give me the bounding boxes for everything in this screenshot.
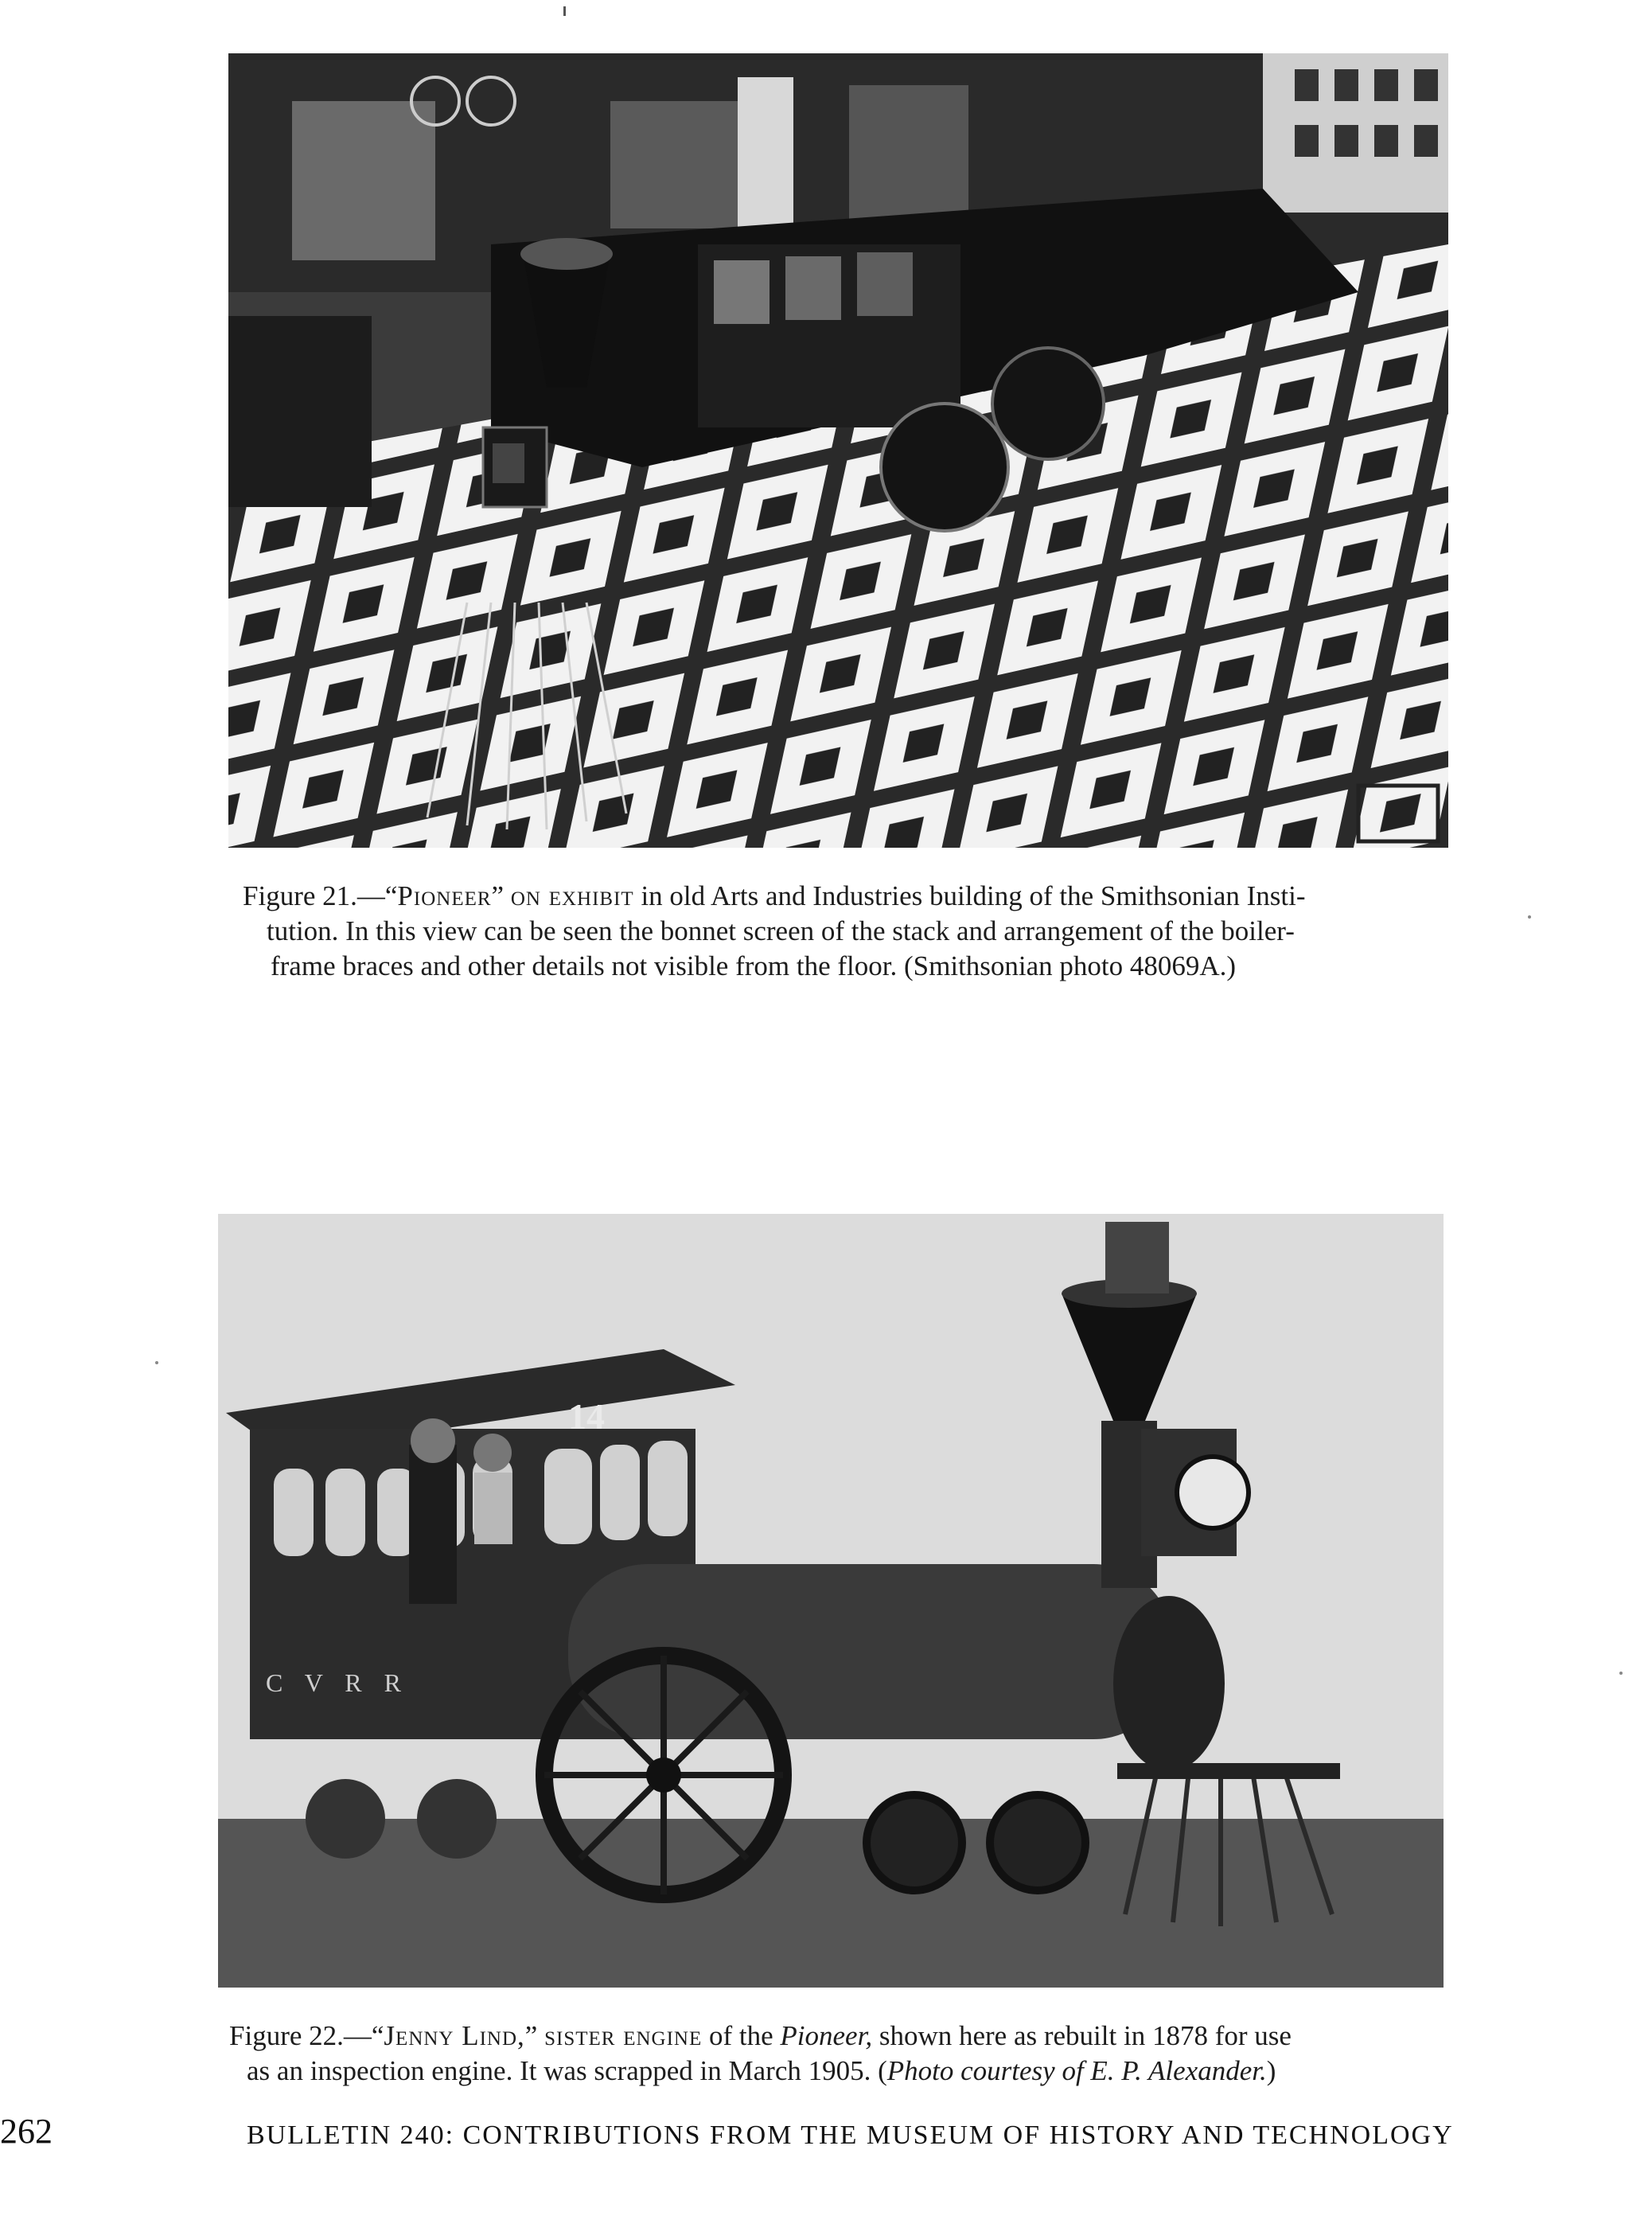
caption-text: in old Arts and Industries building of the Smithsonian Insti- [633,880,1306,911]
figure-21-photo [228,53,1448,848]
page-number: 262 [0,2112,53,2151]
caption-text: shown here as rebuilt in 1878 for use [872,2020,1292,2051]
caption-smallcaps: sister engine [544,2020,703,2051]
jenny-lind-locomotive-image [218,1214,1444,1988]
caption-text: ) [1266,2055,1276,2086]
figure-21-caption [243,879,1436,984]
caption-line [229,2054,1439,2089]
caption-line: frame braces and other details not visible from the floor. (Smithsonian photo 48069A.) [271,950,1237,981]
scan-speck [155,1361,158,1364]
caption-italic: Pioneer, [780,2020,873,2051]
scan-speck [1528,915,1531,919]
caption-text: ” [491,880,511,911]
tender-lettering: C V R R [266,1668,409,1697]
caption-italic: Photo courtesy of E. P. Alexander. [886,2055,1267,2086]
caption-text: Figure 22.—“ [229,2020,384,2051]
figure-22-caption [229,2019,1439,2089]
engine-number: 14 [568,1396,605,1437]
running-footer: BULLETIN 240: CONTRIBUTIONS FROM THE MUSEUM OF HISTORY AND TECHNOLOGY [247,2120,1454,2150]
figure-22-photo [218,1214,1444,1988]
caption-text: as an inspection engine. It was scrapped in March 1905. ( [247,2055,887,2086]
caption-line: tution. In this view can be seen the bonnet screen of the stack and arrangement of the boiler- [267,915,1295,946]
caption-smallcaps: on exhibit [510,880,634,911]
caption-text: Figure 21.—“ [243,880,398,911]
scan-speck [1619,1672,1623,1675]
scan-mark [563,6,566,16]
caption-line [229,2019,1439,2054]
caption-line [243,879,1436,914]
caption-text: of the [702,2020,781,2051]
pioneer-exhibit-image [228,53,1448,848]
caption-smallcaps: Pioneer [397,880,492,911]
caption-smallcaps: Jenny Lind, [384,2020,525,2051]
caption-text: ” [524,2020,545,2051]
